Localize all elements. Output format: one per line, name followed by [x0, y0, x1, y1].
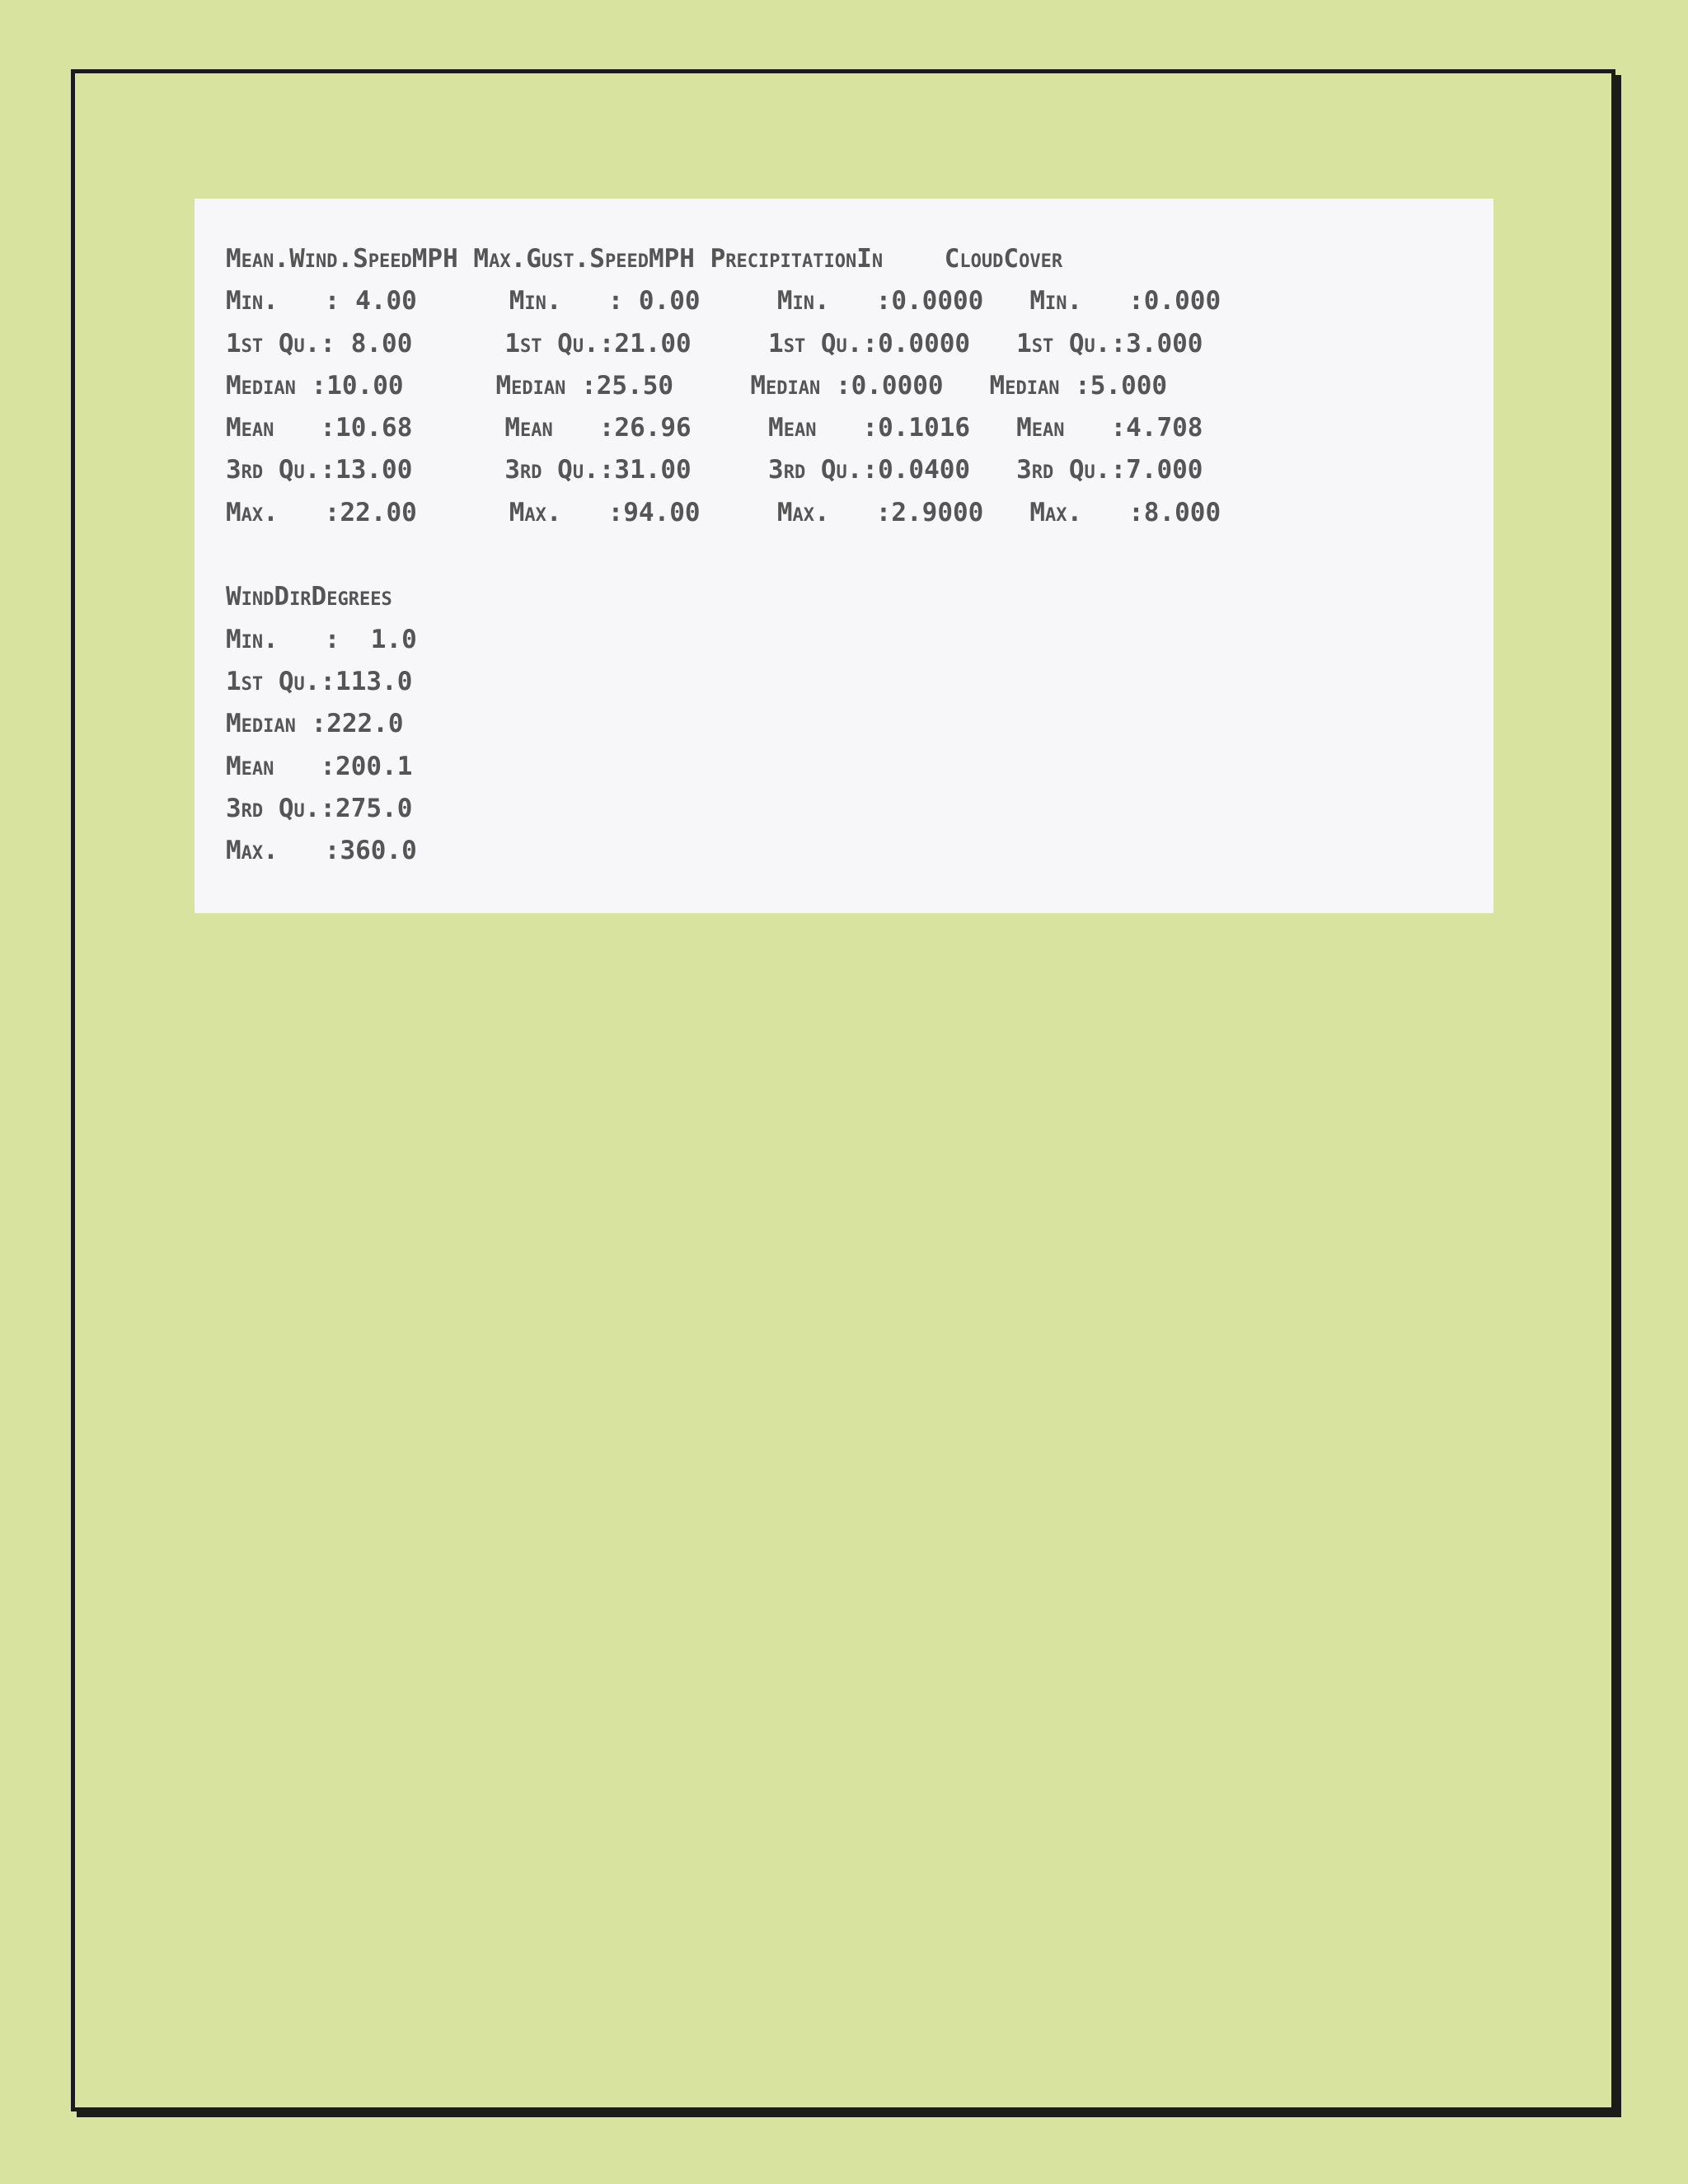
summary-line: Mean :10.68 Mean :26.96 Mean :0.1016 Mean :4.708 [226, 413, 1203, 443]
summary-line: Max. :22.00 Max. :94.00 Max. :2.9000 Max. :8.000 [226, 497, 1221, 527]
summary-line: Max. :360.0 [226, 836, 417, 866]
summary-line: Mean :200.1 [226, 751, 413, 781]
summary-line: Median :222.0 [226, 709, 404, 739]
summary-line: 3rd Qu.:13.00 3rd Qu.:31.00 3rd Qu.:0.0400 3rd Qu.:7.000 [226, 455, 1203, 485]
summary-output [226, 238, 1462, 872]
summary-line: Min. : 1.0 [226, 624, 417, 654]
code-output-panel [195, 199, 1493, 913]
summary-line: 3rd Qu.:275.0 [226, 793, 413, 823]
summary-line: Mean.Wind.SpeedMPH Max.Gust.SpeedMPH PrecipitationIn CloudCover [226, 244, 1063, 274]
summary-line: 1st Qu.:113.0 [226, 666, 413, 696]
summary-line: WindDirDegrees [226, 582, 392, 612]
summary-line: Min. : 4.00 Min. : 0.00 Min. :0.0000 Min. :0.000 [226, 286, 1221, 316]
summary-line: Median :10.00 Median :25.50 Median :0.0000 Median :5.000 [226, 370, 1168, 401]
summary-line: 1st Qu.: 8.00 1st Qu.:21.00 1st Qu.:0.0000 1st Qu.:3.000 [226, 328, 1203, 359]
